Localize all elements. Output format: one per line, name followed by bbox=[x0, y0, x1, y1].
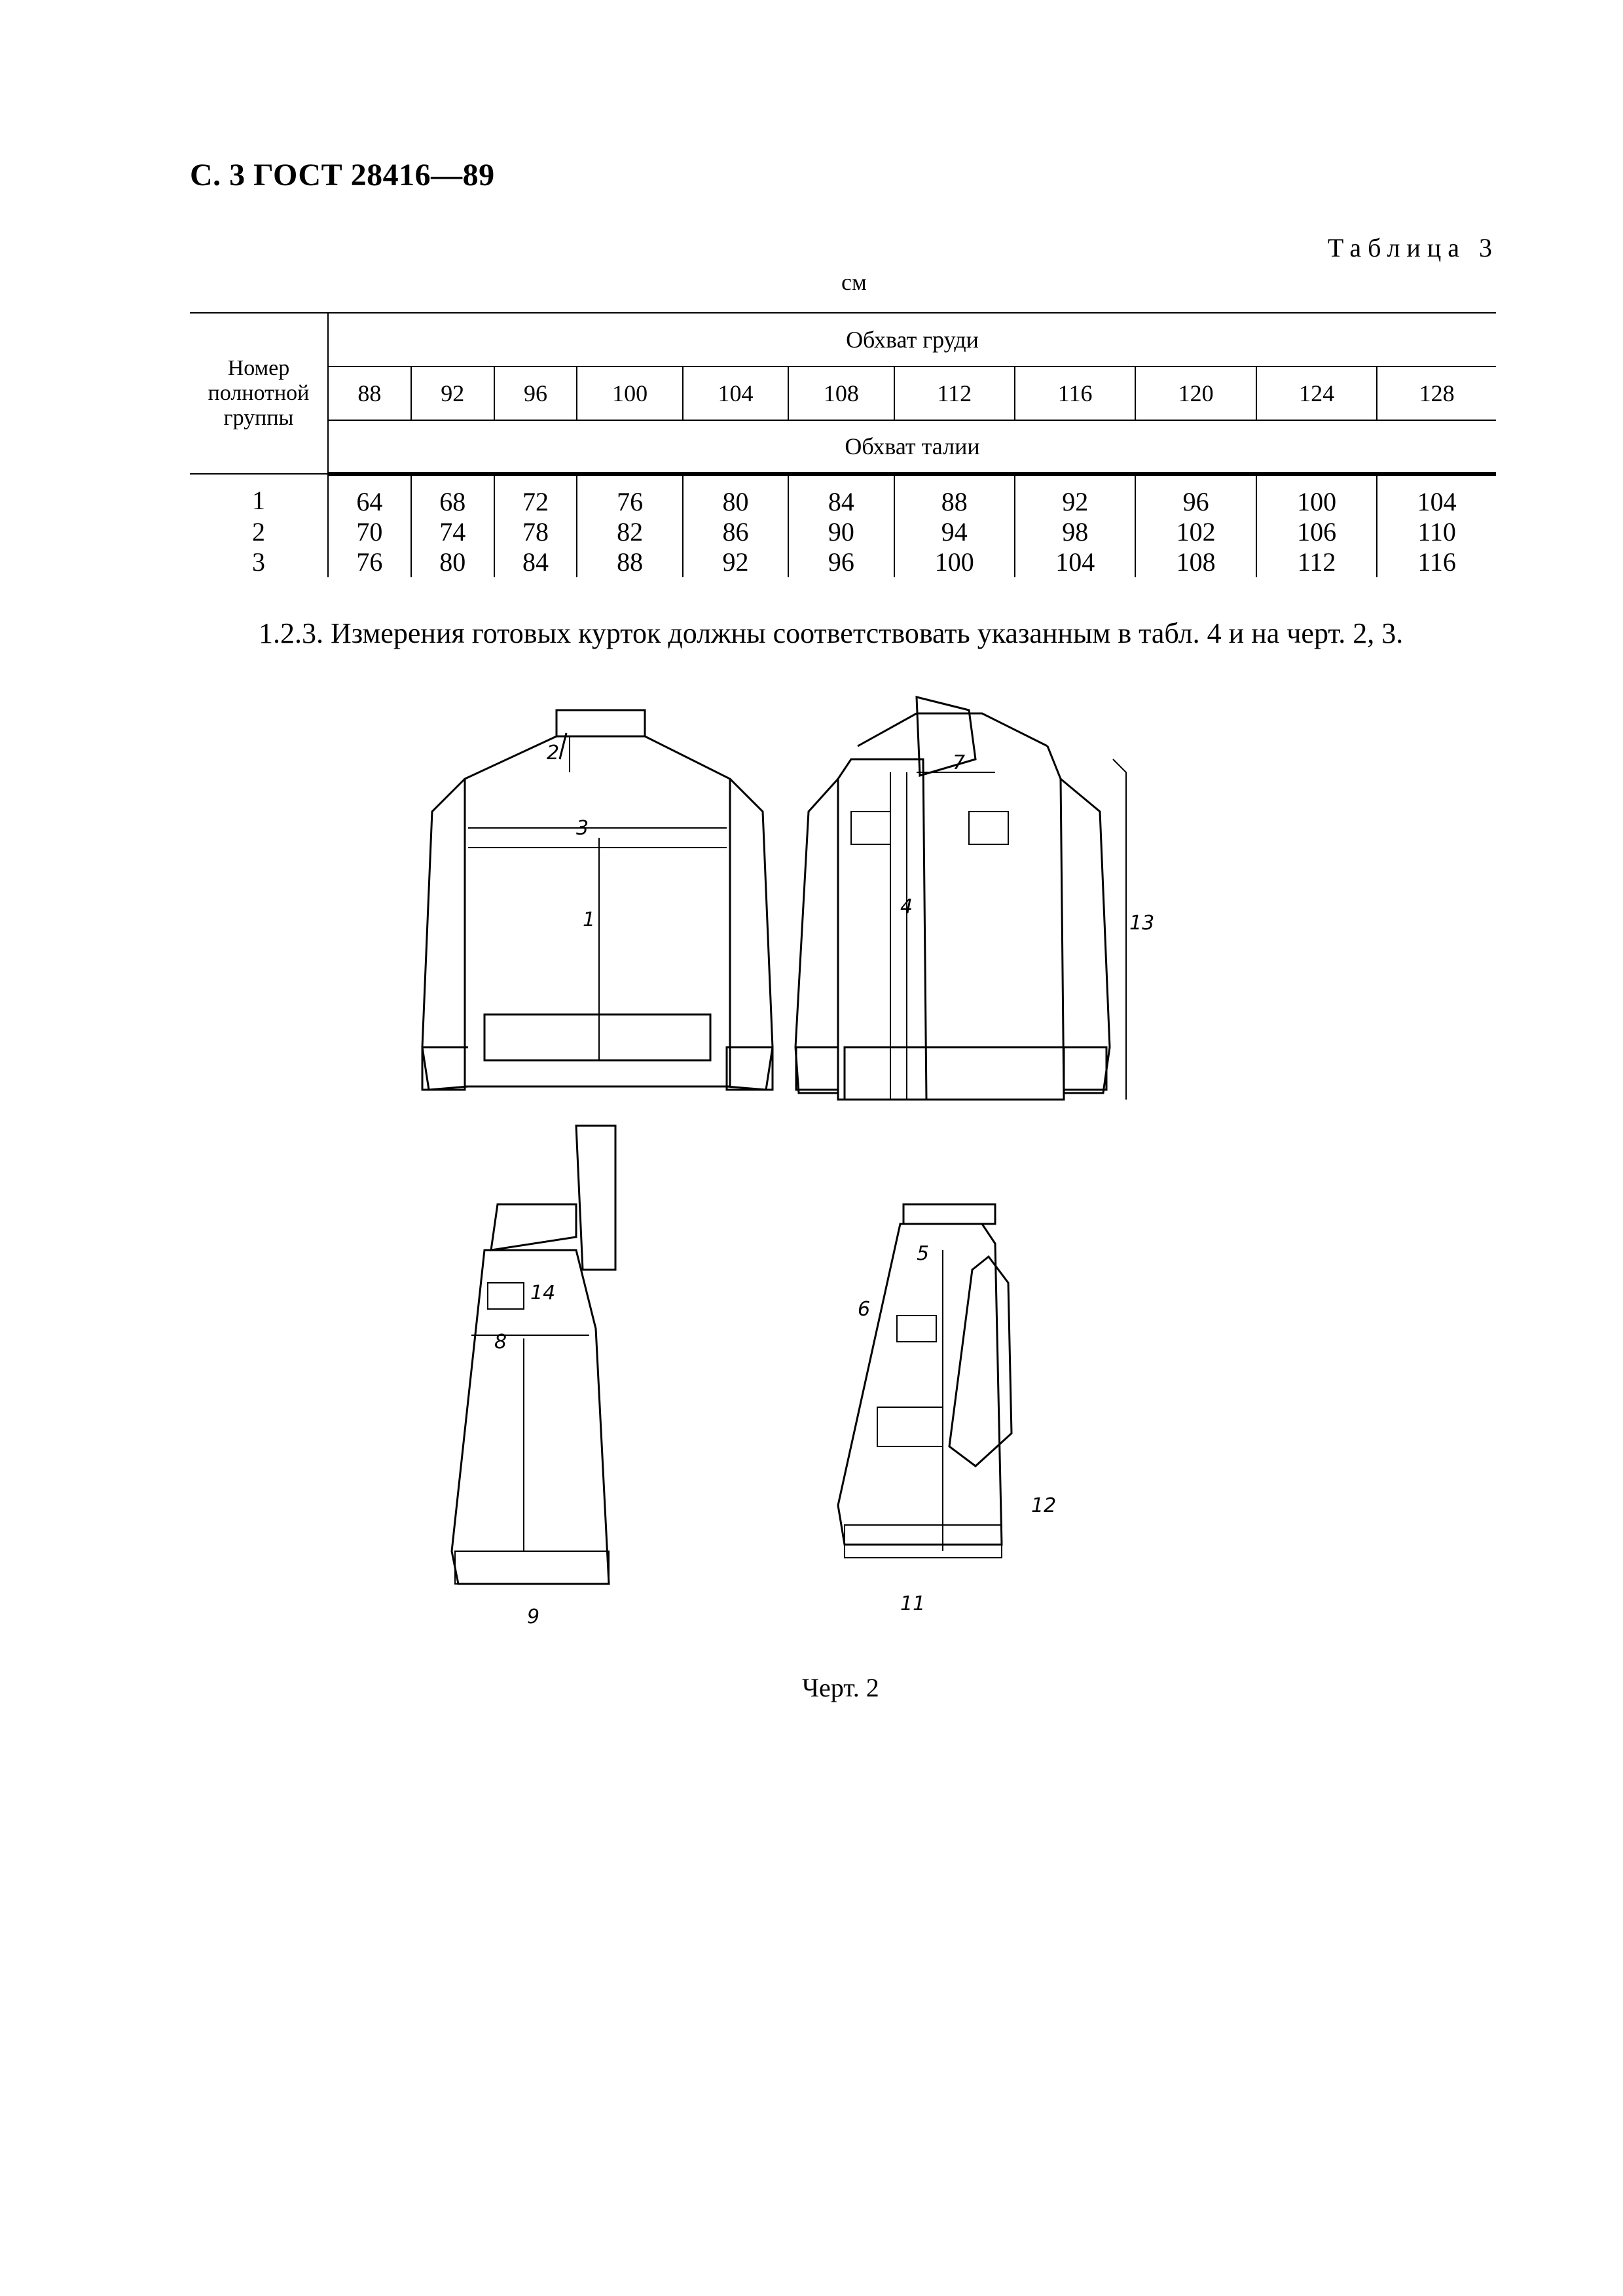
figure-caption: Черт. 2 bbox=[802, 1673, 879, 1702]
dim-label-3: 3 bbox=[576, 817, 589, 840]
waist-value-cell: 88 bbox=[577, 547, 682, 577]
chest-size-cell: 92 bbox=[411, 367, 494, 420]
group-number-cell: 2 bbox=[190, 517, 328, 547]
dim-label-2: 2 bbox=[547, 742, 560, 764]
waist-value-cell: 96 bbox=[1135, 474, 1256, 517]
group-number-cell: 3 bbox=[190, 547, 328, 577]
waist-value-cell: 86 bbox=[683, 517, 788, 547]
waist-value-cell: 78 bbox=[494, 517, 577, 547]
waist-value-cell: 90 bbox=[788, 517, 894, 547]
waist-value-cell: 100 bbox=[1256, 474, 1377, 517]
dim-label-6: 6 bbox=[858, 1298, 871, 1321]
table-caption: Таблица 3 bbox=[1327, 233, 1499, 262]
paragraph-1-2-3: 1.2.3. Измерения готовых курток должны соответствовать указанным в табл. 4 и на черт. 2, 3. bbox=[259, 617, 1404, 649]
dim-label-14: 14 bbox=[530, 1282, 556, 1304]
waist-value-cell: 68 bbox=[411, 474, 494, 517]
waist-value-cell: 102 bbox=[1135, 517, 1256, 547]
waist-value-cell: 92 bbox=[683, 547, 788, 577]
dim-label-12: 12 bbox=[1031, 1494, 1057, 1517]
chest-size-cell: 116 bbox=[1015, 367, 1135, 420]
waist-value-cell: 98 bbox=[1015, 517, 1135, 547]
group-number-cell: 1 bbox=[190, 474, 328, 517]
chest-size-cell: 112 bbox=[894, 367, 1015, 420]
waist-value-cell: 80 bbox=[411, 547, 494, 577]
chest-size-cell: 104 bbox=[683, 367, 788, 420]
dim-label-11: 11 bbox=[900, 1592, 926, 1615]
table-row bbox=[190, 517, 1496, 547]
jacket-back-view bbox=[422, 710, 773, 1090]
page-header: С. 3 ГОСТ 28416—89 bbox=[190, 158, 495, 192]
waist-value-cell: 100 bbox=[894, 547, 1015, 577]
dim-label-7: 7 bbox=[953, 751, 966, 774]
table-row bbox=[190, 474, 1496, 517]
waist-value-cell: 94 bbox=[894, 517, 1015, 547]
waist-value-cell: 74 bbox=[411, 517, 494, 547]
chest-girth-header: Обхват груди bbox=[328, 313, 1496, 367]
waist-value-cell: 92 bbox=[1015, 474, 1135, 517]
dim-label-8: 8 bbox=[494, 1331, 507, 1354]
jacket-measurement-figure bbox=[419, 681, 1283, 1636]
dim-label-9: 9 bbox=[527, 1605, 540, 1628]
waist-value-cell: 84 bbox=[788, 474, 894, 517]
chest-size-cell: 124 bbox=[1256, 367, 1377, 420]
waist-value-cell: 112 bbox=[1256, 547, 1377, 577]
waist-value-cell: 96 bbox=[788, 547, 894, 577]
waist-value-cell: 84 bbox=[494, 547, 577, 577]
dim-label-4: 4 bbox=[900, 895, 913, 918]
waist-value-cell: 70 bbox=[328, 517, 411, 547]
chest-size-cell: 128 bbox=[1377, 367, 1496, 420]
waist-value-cell: 106 bbox=[1256, 517, 1377, 547]
chest-size-cell: 120 bbox=[1135, 367, 1256, 420]
chest-size-cell: 100 bbox=[577, 367, 682, 420]
waist-girth-header: Обхват талии bbox=[328, 420, 1496, 474]
chest-size-cell: 108 bbox=[788, 367, 894, 420]
table-unit: см bbox=[841, 269, 867, 295]
waist-value-cell: 110 bbox=[1417, 517, 1456, 547]
waist-value-cell: 80 bbox=[683, 474, 788, 517]
waist-value-cell: 104 bbox=[1015, 547, 1135, 577]
waist-value-cell: 116 bbox=[1417, 547, 1456, 577]
dim-label-1: 1 bbox=[583, 908, 596, 931]
waist-value-cell: 64 bbox=[328, 474, 411, 517]
waist-value-cell: 72 bbox=[494, 474, 577, 517]
table-body bbox=[190, 474, 1496, 577]
jacket-side-raised-view bbox=[452, 1126, 615, 1584]
size-table bbox=[190, 312, 1496, 577]
waist-value-cell: 76 bbox=[577, 474, 682, 517]
table-row bbox=[190, 547, 1496, 577]
group-number-header: Номер полнотной группы bbox=[190, 313, 328, 474]
waist-value-cell: 82 bbox=[577, 517, 682, 547]
waist-value-cell: 104 bbox=[1417, 487, 1457, 516]
waist-value-cell: 108 bbox=[1135, 547, 1256, 577]
chest-size-row bbox=[190, 367, 1496, 420]
dim-label-5: 5 bbox=[917, 1242, 930, 1265]
dim-label-13: 13 bbox=[1129, 912, 1155, 935]
waist-value-cell: 76 bbox=[328, 547, 411, 577]
waist-value-cell: 88 bbox=[894, 474, 1015, 517]
chest-size-cell: 88 bbox=[328, 367, 411, 420]
chest-size-cell: 96 bbox=[494, 367, 577, 420]
